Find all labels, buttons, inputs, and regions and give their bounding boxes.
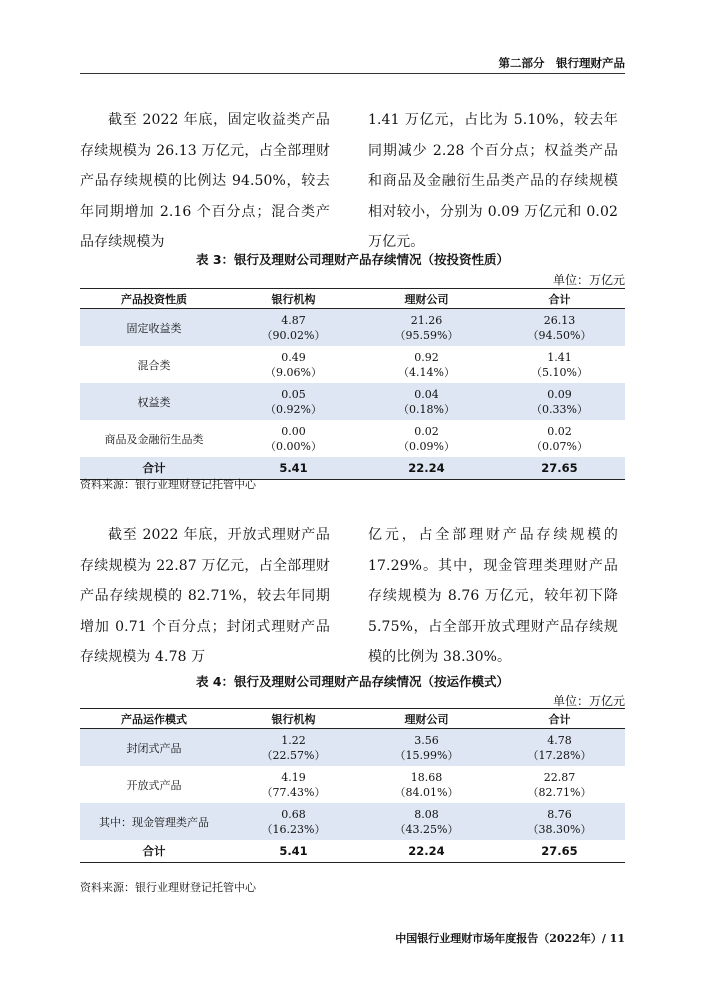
table-4-unit: 单位：万亿元 bbox=[552, 694, 625, 708]
total-value: 26.13 bbox=[543, 313, 576, 327]
wmc-percent: （43.25%） bbox=[394, 822, 459, 836]
total-cell bbox=[494, 729, 625, 767]
total-value: 22.87 bbox=[543, 770, 576, 784]
table-3-header-row bbox=[80, 289, 625, 309]
table-4-source: 资料来源：银行业理财登记托管中心 bbox=[80, 881, 256, 894]
bank-value: 0.05 bbox=[281, 387, 306, 401]
total-percent: （17.28%） bbox=[527, 748, 592, 762]
row-label: 商品及金融衍生品类 bbox=[104, 432, 204, 446]
bank-cell bbox=[228, 803, 359, 840]
total-cell bbox=[494, 420, 625, 457]
total-row-wmc: 22.24 bbox=[359, 457, 494, 480]
total-cell bbox=[494, 309, 625, 347]
table-4 bbox=[80, 708, 625, 863]
table-total-row bbox=[80, 840, 625, 863]
total-cell bbox=[494, 346, 625, 383]
wmc-value: 18.68 bbox=[410, 770, 443, 784]
column-header: 理财公司 bbox=[359, 289, 494, 309]
table-row bbox=[80, 309, 625, 347]
wmc-cell bbox=[359, 420, 494, 457]
total-row-total: 27.65 bbox=[494, 457, 625, 480]
bank-value: 0.49 bbox=[281, 350, 306, 364]
table-row bbox=[80, 803, 625, 840]
wmc-percent: （15.99%） bbox=[394, 748, 459, 762]
table-3-source: 资料来源：银行业理财登记托管中心 bbox=[80, 478, 256, 491]
total-row-label: 合计 bbox=[80, 457, 228, 480]
wmc-value: 0.02 bbox=[414, 424, 439, 438]
bank-percent: （90.02%） bbox=[261, 328, 326, 342]
total-cell bbox=[494, 803, 625, 840]
page-footer: 中国银行业理财市场年度报告（2022年）/ 11 bbox=[395, 932, 625, 945]
wmc-value: 3.56 bbox=[414, 733, 439, 747]
row-label: 封闭式产品 bbox=[80, 729, 228, 767]
bank-value: 1.22 bbox=[281, 733, 306, 747]
total-value: 8.76 bbox=[547, 807, 572, 821]
wmc-value: 0.04 bbox=[414, 387, 439, 401]
column-header: 合计 bbox=[494, 709, 625, 729]
wmc-value: 0.92 bbox=[414, 350, 439, 364]
column-header: 合计 bbox=[494, 289, 625, 309]
paragraph-2-right: 亿元，占全部理财产品存续规模的 17.29%。其中，现金管理类理财产品存续规模为 8.76 万亿元，较年初下降 5.75%，占全部开放式理财产品存续规模的比例为 38.30%。 bbox=[368, 527, 618, 665]
paragraph-1-right: 1.41 万亿元，占比为 5.10%，较去年同期减少 2.28 个百分点；权益类产品和商品及金融衍生品类产品的存续规模相对较小，分别为 0.09 万亿元和 0.02 万亿元。 bbox=[368, 112, 618, 250]
table-row bbox=[80, 420, 625, 457]
wmc-value: 8.08 bbox=[414, 807, 439, 821]
row-label: 混合类 bbox=[137, 358, 171, 372]
total-percent: （0.33%） bbox=[531, 402, 588, 416]
total-value: 4.78 bbox=[547, 733, 572, 747]
paragraph-2-left: 截至 2022 年底，开放式理财产品存续规模为 22.87 万亿元，占全部理财产品存续规模的 82.71%，较去年同期增加 0.71 个百分点；封闭式理财产品存续规模为 4.78 万 bbox=[80, 527, 330, 665]
bank-percent: （9.06%） bbox=[265, 365, 322, 379]
column-header: 理财公司 bbox=[359, 709, 494, 729]
bank-value: 4.19 bbox=[281, 770, 306, 784]
table-row bbox=[80, 346, 625, 383]
wmc-percent: （4.14%） bbox=[398, 365, 455, 379]
column-header: 产品运作模式 bbox=[80, 709, 228, 729]
table-row bbox=[80, 729, 625, 767]
total-percent: （5.10%） bbox=[531, 365, 588, 379]
wmc-percent: （0.09%） bbox=[398, 439, 455, 453]
row-label: 开放式产品 bbox=[126, 778, 182, 792]
bank-cell bbox=[228, 383, 359, 420]
bank-cell bbox=[228, 346, 359, 383]
table-row bbox=[80, 766, 625, 803]
wmc-cell bbox=[359, 346, 494, 383]
wmc-value: 21.26 bbox=[410, 313, 443, 327]
total-percent: （38.30%） bbox=[527, 822, 592, 836]
total-value: 0.02 bbox=[547, 424, 572, 438]
wmc-percent: （84.01%） bbox=[394, 785, 459, 799]
table-row bbox=[80, 383, 625, 420]
header-divider bbox=[80, 73, 625, 74]
total-row-bank: 5.41 bbox=[228, 457, 359, 480]
bank-value: 0.00 bbox=[281, 424, 306, 438]
wmc-cell bbox=[359, 309, 494, 347]
row-label: 权益类 bbox=[80, 383, 228, 420]
column-header: 银行机构 bbox=[228, 289, 359, 309]
column-header: 产品投资性质 bbox=[80, 289, 228, 309]
table-4-header-row bbox=[80, 709, 625, 729]
total-cell bbox=[494, 766, 625, 803]
bank-value: 4.87 bbox=[281, 313, 306, 327]
section-header: 第二部分 银行理财产品 bbox=[498, 56, 625, 70]
total-row-wmc: 22.24 bbox=[359, 840, 494, 863]
total-percent: （82.71%） bbox=[527, 785, 592, 799]
bank-percent: （22.57%） bbox=[261, 748, 326, 762]
table-4-title: 表 4：银行及理财公司理财产品存续情况（按运作模式） bbox=[195, 674, 510, 689]
paragraph-1-left: 截至 2022 年底，固定收益类产品存续规模为 26.13 万亿元，占全部理财产品存续规模的比例达 94.50%，较去年同期增加 2.16 个百分点；混合类产品存续规模为 bbox=[80, 112, 330, 250]
wmc-cell bbox=[359, 729, 494, 767]
bank-cell bbox=[228, 420, 359, 457]
table-3 bbox=[80, 288, 625, 480]
wmc-percent: （0.18%） bbox=[398, 402, 455, 416]
total-percent: （0.07%） bbox=[531, 439, 588, 453]
row-label: 其中：现金管理类产品 bbox=[80, 803, 228, 840]
bank-cell bbox=[228, 309, 359, 347]
bank-percent: （77.43%） bbox=[261, 785, 326, 799]
wmc-percent: （95.59%） bbox=[394, 328, 459, 342]
total-row-bank: 5.41 bbox=[228, 840, 359, 863]
bank-percent: （0.00%） bbox=[265, 439, 322, 453]
table-3-title: 表 3：银行及理财公司理财产品存续情况（按投资性质） bbox=[195, 252, 510, 267]
bank-cell bbox=[228, 766, 359, 803]
bank-cell bbox=[228, 729, 359, 767]
wmc-cell bbox=[359, 383, 494, 420]
total-percent: （94.50%） bbox=[527, 328, 592, 342]
wmc-cell bbox=[359, 766, 494, 803]
total-cell bbox=[494, 383, 625, 420]
bank-value: 0.68 bbox=[281, 807, 306, 821]
column-header: 银行机构 bbox=[228, 709, 359, 729]
row-label: 固定收益类 bbox=[80, 309, 228, 347]
wmc-cell bbox=[359, 803, 494, 840]
total-value: 0.09 bbox=[547, 387, 572, 401]
total-row-label: 合计 bbox=[80, 840, 228, 863]
bank-percent: （0.92%） bbox=[265, 402, 322, 416]
bank-percent: （16.23%） bbox=[261, 822, 326, 836]
table-3-unit: 单位：万亿元 bbox=[552, 273, 625, 287]
total-row-total: 27.65 bbox=[494, 840, 625, 863]
total-value: 1.41 bbox=[547, 350, 572, 364]
